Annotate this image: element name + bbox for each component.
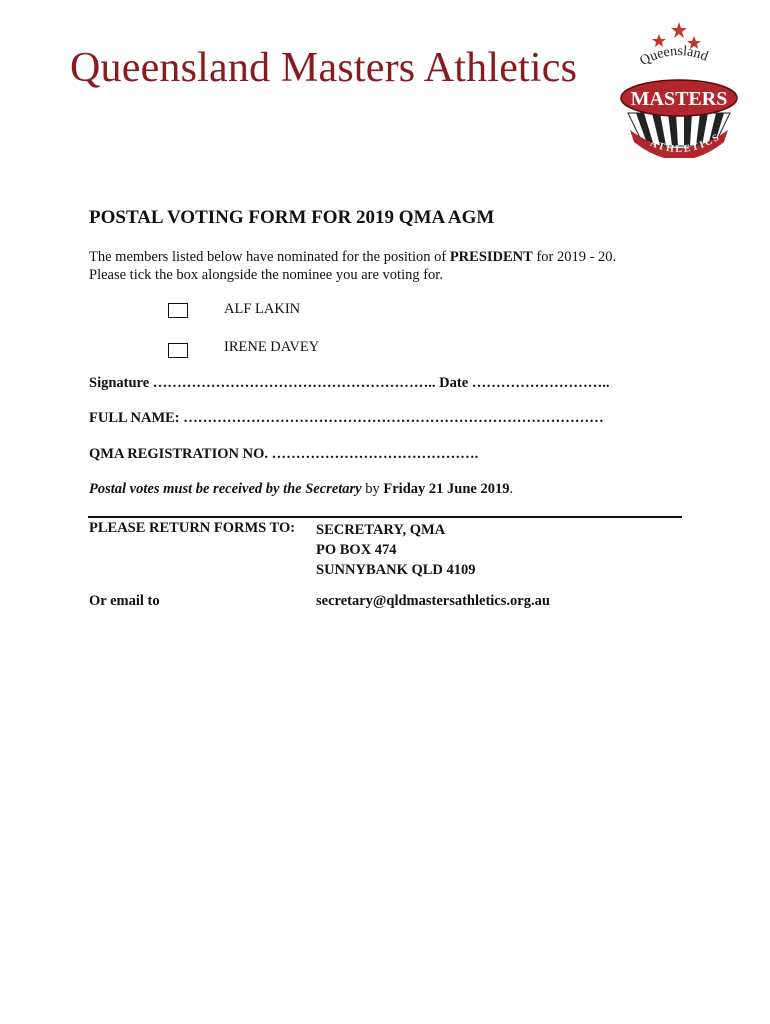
qma-logo-icon <box>614 18 744 158</box>
full-name-line[interactable]: FULL NAME: …………………………………………………………………………… <box>89 410 604 426</box>
intro-part2: for 2019 - 20. <box>532 249 617 265</box>
deadline-end: . <box>509 481 514 497</box>
address-line: SUNNYBANK QLD 4109 <box>316 562 476 578</box>
deadline-text <box>89 481 513 498</box>
vote-checkbox[interactable] <box>168 343 188 358</box>
intro-line2: Please tick the box alongside the nominee you are voting for. <box>89 267 443 283</box>
email-address[interactable]: secretary@qldmastersathletics.org.au <box>316 593 550 609</box>
signature-date-line[interactable]: Signature ………………………………………………….. Date ……………………….. <box>89 375 610 391</box>
intro-part1: The members listed below have nominated for the position of <box>89 249 450 265</box>
logo-bottom-text: ATHLETICS <box>648 131 723 156</box>
nominee-name: ALF LAKIN <box>224 301 301 317</box>
intro-text <box>89 248 616 284</box>
address-line: PO BOX 474 <box>316 542 397 558</box>
form-title: POSTAL VOTING FORM FOR 2019 QMA AGM <box>89 207 495 228</box>
deadline-italic: Postal votes must be received by the Secretary <box>89 481 362 497</box>
svg-text:Queensland <box>638 44 710 69</box>
address-line: SECRETARY, QMA <box>316 522 446 538</box>
org-title: Queensland Masters Athletics <box>70 45 578 91</box>
position-name: PRESIDENT <box>449 249 533 265</box>
vote-checkbox[interactable] <box>168 303 188 318</box>
logo-top-text: Queensland <box>637 43 711 70</box>
return-label: PLEASE RETURN FORMS TO: <box>89 520 296 536</box>
logo-middle-text: MASTERS <box>630 88 728 110</box>
registration-line[interactable]: QMA REGISTRATION NO. ……………………………………. <box>89 446 479 462</box>
deadline-date: Friday 21 June 2019 <box>383 481 510 497</box>
email-label: Or email to <box>89 593 160 609</box>
deadline-by: by <box>361 481 384 497</box>
divider <box>88 516 682 518</box>
return-address <box>316 520 476 580</box>
nominee-name: IRENE DAVEY <box>224 339 320 355</box>
